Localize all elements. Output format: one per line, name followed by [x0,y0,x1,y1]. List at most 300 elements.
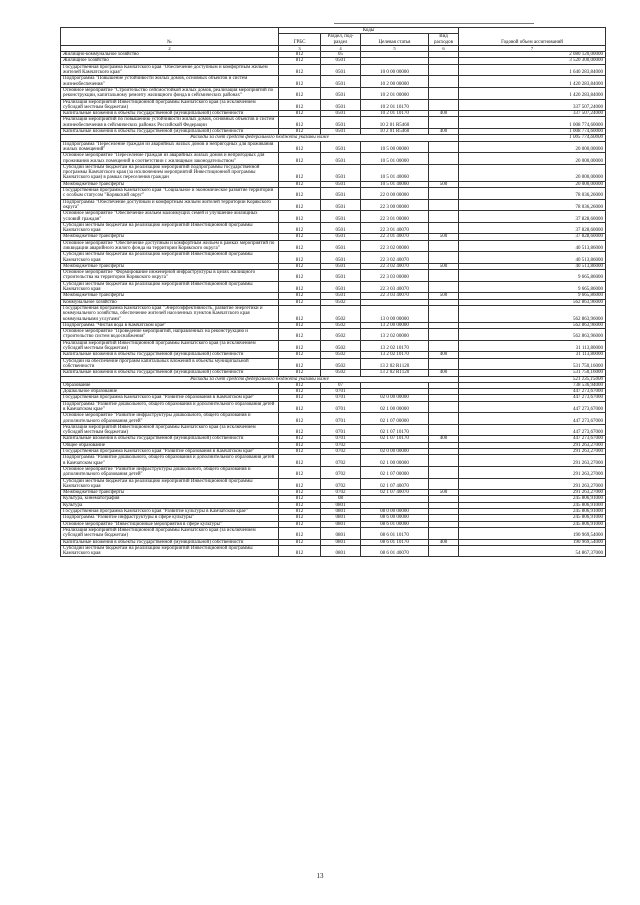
table-row [61,270,606,282]
row-grbs: 812 [279,181,321,187]
row-type [429,153,459,165]
row-target: 22 3 02 40070 [361,263,429,269]
table-row [61,252,606,264]
row-section: 0501 [321,270,361,282]
col-header-target: Целевая статья [361,34,429,46]
row-sum: 1 640 283,84000 [459,64,606,76]
row-grbs: 812 [279,401,321,413]
row-grbs: 812 [279,99,321,111]
row-grbs: 812 [279,395,321,401]
row-name: Капитальные вложения в объекты государственной (муниципальной) собственности [61,370,279,376]
row-type: 500 [429,234,459,240]
table-body [61,52,606,557]
row-grbs: 812 [279,424,321,436]
row-target: 10 2 01 R5460 [361,117,429,129]
row-section: 0502 [321,305,361,322]
row-section: 0501 [321,76,361,88]
col-header-grbs: ГРБС [279,34,321,46]
row-sum: 245 806,91000 [459,521,606,527]
row-target: 02 1 07 40070 [361,478,429,490]
row-name: Подпрограмма "Развитие дошкольного, общего образования и дополнительного образования детей в Камчатском крае" [61,455,279,467]
row-sum: 190 969,54000 [459,527,606,539]
row-target: 13 2 02 R1120 [361,358,429,370]
table-row [61,305,606,322]
row-name: Подпрограмма "Повышение устойчивости жилых домов, основных объектов и систем жизнеобеспечения" [61,76,279,88]
table-row [61,424,606,436]
row-section: 07 [321,382,361,388]
row-name: Капитальные вложения в объекты государственной (муниципальной) собственности [61,539,279,545]
row-section: 0801 [321,515,361,521]
row-type [429,329,459,341]
row-sum: 40 513,86000 [459,240,606,252]
row-type [429,466,459,478]
row-sum: 40 513,86000 [459,252,606,264]
row-sum: 9 665,86000 [459,293,606,299]
row-section: 0501 [321,252,361,264]
row-name: Общее образование [61,442,279,448]
row-name: Реализация мероприятий Инвестиционной программы Камчатского края (за исключением субсидий местным бюджетам) [61,527,279,539]
row-sum: 531 750,16000 [459,358,606,370]
row-grbs: 812 [279,117,321,129]
row-target: 22 3 03 00000 [361,270,429,282]
row-name: Межбюджетные трансферты [61,263,279,269]
table-row [61,153,606,165]
row-section: 0701 [321,413,361,425]
row-type: 400 [429,539,459,545]
federal-note: Расходы за счет средств федерального бюджета указаны ниже [61,376,459,382]
row-grbs: 812 [279,521,321,527]
row-target: 10 2 01 10170 [361,111,429,117]
row-grbs: 812 [279,222,321,234]
federal-note-sum: 1 005 774,60000 [459,135,606,141]
row-name: Основное мероприятие "Обеспечение доступным и комфортным жильем в рамках мероприятий по ликвидации аварийного жилого фонда на территории Корякского округа" [61,240,279,252]
row-name: Образование [61,382,279,388]
row-grbs: 812 [279,293,321,299]
row-target: 10 5 01 40060 [361,181,429,187]
row-grbs: 812 [279,199,321,211]
table-row [61,527,606,539]
row-sum: 245 806,91000 [459,502,606,508]
row-target: 10 5 01 40060 [361,164,429,181]
row-section: 0502 [321,340,361,352]
row-target: 10 5 01 00000 [361,153,429,165]
col-header-type: Вид расходов [429,34,459,46]
row-type [429,281,459,293]
row-name: Культура [61,502,279,508]
table-row [61,199,606,211]
row-target: 22 3 02 00000 [361,240,429,252]
table-row [61,401,606,413]
row-section: 0702 [321,442,361,448]
row-type [429,527,459,539]
row-sum: 31 113,80000 [459,352,606,358]
col-num: 6 [429,45,459,51]
row-section: 0501 [321,188,361,200]
row-type: 400 [429,436,459,442]
row-grbs: 812 [279,442,321,448]
row-target: 10 2 00 00000 [361,76,429,88]
row-section: 0702 [321,449,361,455]
row-sum: 337 507,24000 [459,111,606,117]
row-name: Государственная программа Камчатского края "Развитие культуры в Камчатском крае" [61,509,279,515]
col-num: 7 [459,45,606,51]
row-section: 0501 [321,64,361,76]
row-grbs: 812 [279,455,321,467]
col-header-sum: Годовой объем ассигнований [459,28,606,46]
table-row [61,240,606,252]
row-section: 0801 [321,509,361,515]
row-name: Подпрограмма "Переселение граждан из аварийных жилых домов и непригодных для проживания жилых помещений" [61,141,279,153]
row-name: Государственная программа Камчатского края "Обеспечение доступным и комфортным жильем жителей Камчатского края" [61,64,279,76]
row-type [429,305,459,322]
col-header-section: Раздел, под-раздел [321,34,361,46]
row-grbs: 812 [279,436,321,442]
row-name: Подпрограмма "Обеспечение доступным и комфортным жильем жителей территории Корякского округа" [61,199,279,211]
row-section: 0502 [321,370,361,376]
row-target: 08 6 01 10170 [361,527,429,539]
col-header-name: № [61,28,279,46]
row-section: 0701 [321,395,361,401]
table-row [61,117,606,129]
row-grbs: 812 [279,263,321,269]
row-sum: 37 828,60000 [459,234,606,240]
row-name: Капитальные вложения в объекты государственной (муниципальной) собственности [61,129,279,135]
row-name: Основное мероприятие "Переселение граждан из аварийных жилых домов и непригодных для проживания жилых помещений в соответствии с жилищным законодательством" [61,153,279,165]
row-sum: 337 507,24000 [459,99,606,111]
row-grbs: 812 [279,76,321,88]
row-target: 22 3 01 00000 [361,211,429,223]
row-sum: 291 263,27000 [459,455,606,467]
row-section: 05 [321,52,361,58]
row-type [429,413,459,425]
row-section: 0701 [321,389,361,395]
row-grbs: 812 [279,466,321,478]
header-rule [334,23,534,24]
col-num: 4 [321,45,361,51]
table-row [61,64,606,76]
row-section: 0502 [321,358,361,370]
row-grbs: 812 [279,211,321,223]
row-section: 0702 [321,490,361,496]
row-target: 10 2 01 R5460 [361,129,429,135]
row-grbs: 812 [279,496,321,502]
row-target: 13 2 02 10170 [361,352,429,358]
col-num: 3 [279,45,321,51]
row-type [429,424,459,436]
row-target: 22 3 01 40070 [361,234,429,240]
row-sum: 245 806,91000 [459,509,606,515]
row-section: 0502 [321,299,361,305]
row-section: 0501 [321,111,361,117]
row-target: 02 1 00 00000 [361,401,429,413]
row-grbs: 812 [279,539,321,545]
row-sum: 31 113,80000 [459,340,606,352]
row-grbs: 812 [279,270,321,282]
row-name: Коммунальное хозяйство [61,299,279,305]
row-grbs: 812 [279,490,321,496]
row-sum: 3 520 300,00000 [459,58,606,64]
row-type [429,188,459,200]
row-type [429,401,459,413]
row-sum: 562 863,96000 [459,305,606,322]
row-name: Подпрограмма "Развитие инфраструктуры в сфере культуры" [61,515,279,521]
row-name: Межбюджетные трансферты [61,490,279,496]
row-grbs: 812 [279,340,321,352]
row-name: Межбюджетные трансферты [61,293,279,299]
row-name: Основное мероприятие "Развитие инфраструктуры дошкольного, общего образования и дополнительного образования детей" [61,413,279,425]
table-row [61,141,606,153]
table-row [61,87,606,99]
row-target: 02 1 00 00000 [361,455,429,467]
row-type [429,64,459,76]
row-type: 500 [429,263,459,269]
row-name: Подпрограмма "Чистая вода в Камчатском крае" [61,322,279,328]
row-grbs: 812 [279,370,321,376]
row-section: 0702 [321,466,361,478]
row-name: Государственная программа Камчатского края "Социальное и экономическое развитие территории с особым статусом "Корякский округ" [61,188,279,200]
row-grbs: 812 [279,413,321,425]
row-grbs: 812 [279,502,321,508]
row-sum: 1 008 774,60000 [459,117,606,129]
row-section: 0701 [321,424,361,436]
budget-table [60,27,606,557]
row-section: 0501 [321,129,361,135]
row-target: 08 6 01 10170 [361,539,429,545]
row-sum: 37 828,60000 [459,211,606,223]
row-grbs: 812 [279,234,321,240]
row-sum: 291 263,27000 [459,449,606,455]
row-name: Основное мероприятие "Проведение мероприятий, направленных на реконструкцию и строительство систем водоснабжения" [61,329,279,341]
row-sum: 78 036,26000 [459,199,606,211]
row-type [429,545,459,557]
row-type [429,478,459,490]
row-target: 22 0 00 00000 [361,188,429,200]
row-section: 0801 [321,539,361,545]
row-section: 0501 [321,281,361,293]
row-name: Капитальные вложения в объекты государственной (муниципальной) собственности [61,352,279,358]
row-grbs: 812 [279,305,321,322]
row-type [429,358,459,370]
row-type: 400 [429,370,459,376]
row-sum: 20 000,00000 [459,141,606,153]
federal-note-sum: 521 135,15000 [459,376,606,382]
row-sum: 447 273,67000 [459,389,606,395]
row-name: Подпрограмма "Развитие дошкольного, общего образования и дополнительного образования детей в Камчатском крае" [61,401,279,413]
row-name: Основное мероприятие "Формирование инженерной инфраструктуры в целях жилищного строительства на территории Корякского округа" [61,270,279,282]
row-name: Государственная программа Камчатского края "Развитие образования в Камчатском крае" [61,449,279,455]
row-sum: 20 000,00000 [459,153,606,165]
col-header-codes: Коды [279,28,459,34]
table-row [61,478,606,490]
row-sum: 447 273,67000 [459,436,606,442]
row-name: Основное мероприятие "Развитие инфраструктуры дошкольного, общего образования и дополнительного образования детей" [61,466,279,478]
row-grbs: 812 [279,252,321,264]
row-sum: 40 513,86000 [459,263,606,269]
table-row [61,164,606,181]
row-sum: 447 273,67000 [459,395,606,401]
row-type [429,199,459,211]
row-sum: 562 863,96000 [459,329,606,341]
row-section: 0702 [321,455,361,467]
row-name: Капитальные вложения в объекты государственной (муниципальной) собственности [61,436,279,442]
row-name: Субсидии местным бюджетам на реализацию мероприятий Инвестиционной программы Камчатского края [61,252,279,264]
row-type: 500 [429,293,459,299]
row-section: 0501 [321,87,361,99]
row-grbs: 812 [279,389,321,395]
row-name: Основное мероприятие "Инвестиционные мероприятия в сфере культуры" [61,521,279,527]
row-target: 02 0 00 00000 [361,449,429,455]
row-target: 13 2 00 00000 [361,322,429,328]
row-grbs: 812 [279,164,321,181]
row-sum: 291 263,27000 [459,466,606,478]
row-name: Основное мероприятие "Обеспечение жильем малоимущих семей и улучшение жилищных условий граждан" [61,211,279,223]
row-target: 13 2 02 10170 [361,340,429,352]
table-row [61,222,606,234]
row-name: Межбюджетные трансферты [61,181,279,187]
row-target: 22 3 03 40070 [361,281,429,293]
row-sum: 1 420 283,84000 [459,87,606,99]
page-number: 13 [316,872,324,880]
row-section: 0801 [321,521,361,527]
row-sum: 190 969,54000 [459,539,606,545]
row-target: 08 6 01 00000 [361,521,429,527]
row-section: 0501 [321,141,361,153]
row-name: Основное мероприятие "Строительство сейсмостойкой жилых домов, реализация мероприятий по реконструкции, капитальному ремонту жилищного фонда в сейсмических районах" [61,87,279,99]
row-sum: 291 263,27000 [459,490,606,496]
row-type [429,117,459,129]
row-section: 08 [321,496,361,502]
row-type [429,270,459,282]
row-section: 0801 [321,527,361,539]
row-target: 10 2 01 10170 [361,99,429,111]
table-row [61,99,606,111]
row-name: Культура, кинематография [61,496,279,502]
row-section: 0501 [321,99,361,111]
row-grbs: 812 [279,509,321,515]
row-grbs: 812 [279,240,321,252]
row-sum: 78 036,26000 [459,188,606,200]
row-type [429,252,459,264]
row-grbs: 812 [279,515,321,521]
row-sum: 562 863,96000 [459,299,606,305]
row-section: 0502 [321,322,361,328]
row-grbs: 812 [279,281,321,293]
row-sum: 1 008 774,60000 [459,129,606,135]
row-name: Субсидии местным бюджетам на реализацию мероприятий Инвестиционной программы Камчатского края [61,478,279,490]
row-name: Реализация мероприятий Инвестиционной программы Камчатского края (за исключением субсидий местным бюджетам) [61,424,279,436]
row-type: 500 [429,490,459,496]
row-name: Субсидии местным бюджетам на реализацию мероприятий подпрограммы государственной программы Камчатского края (за исключением мероприятий Инвестиционной программы Камчатского края) в рамках переселения граждан [61,164,279,181]
row-name: Реализация мероприятий Инвестиционной программы Камчатского края (за исключением субсидий местным бюджетам) [61,340,279,352]
row-sum: 20 000,00000 [459,181,606,187]
row-section: 0501 [321,263,361,269]
row-grbs: 812 [279,449,321,455]
table-row [61,281,606,293]
row-grbs: 812 [279,322,321,328]
row-name: Субсидии местным бюджетам на реализацию мероприятий Инвестиционной программы Камчатского края [61,545,279,557]
table-row [61,545,606,557]
row-type: 500 [429,181,459,187]
row-grbs: 812 [279,153,321,165]
row-type: 400 [429,111,459,117]
row-sum: 738 536,94000 [459,382,606,388]
row-name: Жилищно-коммунальное хозяйство [61,52,279,58]
row-name: Реализация мероприятий по повышению устойчивости жилых домов, основных объектов и систем жизнеобеспечения в сейсмических районах Российской Федерации [61,117,279,129]
row-sum: 9 665,86000 [459,281,606,293]
row-name: Реализация мероприятий Инвестиционной программы Камчатского края (за исключением субсидий местным бюджетам) [61,99,279,111]
row-section: 0501 [321,293,361,299]
row-target: 02 1 07 40070 [361,490,429,496]
row-sum: 291 263,27000 [459,478,606,490]
row-name: Государственная программа Камчатского края "Энергоэффективность, развитие энергетики и коммунального хозяйства, обеспечение жителей населенных пунктов Камчатского края коммунальными услугами" [61,305,279,322]
row-type [429,240,459,252]
row-target: 08 6 01 40070 [361,545,429,557]
row-sum: 447 273,67000 [459,413,606,425]
row-section: 0801 [321,545,361,557]
table-row [61,211,606,223]
row-type [429,222,459,234]
row-type [429,340,459,352]
row-section: 0501 [321,199,361,211]
row-type [429,141,459,153]
row-grbs: 812 [279,58,321,64]
row-section: 0501 [321,234,361,240]
row-grbs: 812 [279,141,321,153]
row-name: Государственная программа Камчатского края "Развитие образования в Камчатском крае" [61,395,279,401]
row-section: 0501 [321,117,361,129]
row-section: 0502 [321,352,361,358]
row-type [429,455,459,467]
row-target: 13 2 02 00000 [361,329,429,341]
row-sum: 447 273,67000 [459,424,606,436]
row-grbs: 812 [279,478,321,490]
row-target: 02 0 00 00000 [361,395,429,401]
table-row [61,413,606,425]
table-row [61,455,606,467]
row-target: 10 0 00 00000 [361,64,429,76]
row-target: 22 3 01 40070 [361,222,429,234]
row-name: Субсидии местным бюджетам на реализацию мероприятий Инвестиционной программы Камчатского края [61,222,279,234]
row-grbs: 812 [279,358,321,370]
row-sum: 447 273,67000 [459,401,606,413]
row-target: 10 2 01 00000 [361,87,429,99]
row-section: 0501 [321,153,361,165]
row-grbs: 812 [279,352,321,358]
row-section: 0701 [321,436,361,442]
row-grbs: 812 [279,64,321,76]
row-type [429,87,459,99]
row-name: Дошкольное образование [61,389,279,395]
row-sum: 562 863,96000 [459,322,606,328]
row-name: Субсидии на обеспечение программ капитальных вложений в объекты муниципальной собственности [61,358,279,370]
row-target: 22 3 03 40070 [361,293,429,299]
row-target: 13 2 02 R1120 [361,370,429,376]
federal-note: Расходы за счет средств федерального бюджета указаны ниже [61,135,459,141]
row-type: 400 [429,352,459,358]
row-name: Жилищное хозяйство [61,58,279,64]
row-type [429,99,459,111]
row-sum: 54 867,37000 [459,545,606,557]
row-grbs: 812 [279,52,321,58]
row-grbs: 812 [279,87,321,99]
row-name: Субсидии местным бюджетам на реализацию мероприятий Инвестиционной программы Камчатского края [61,281,279,293]
row-target: 22 3 02 40070 [361,252,429,264]
table-row [61,76,606,88]
row-sum: 245 806,91000 [459,496,606,502]
row-grbs: 812 [279,129,321,135]
row-grbs: 812 [279,188,321,200]
row-sum: 531 750,16000 [459,370,606,376]
